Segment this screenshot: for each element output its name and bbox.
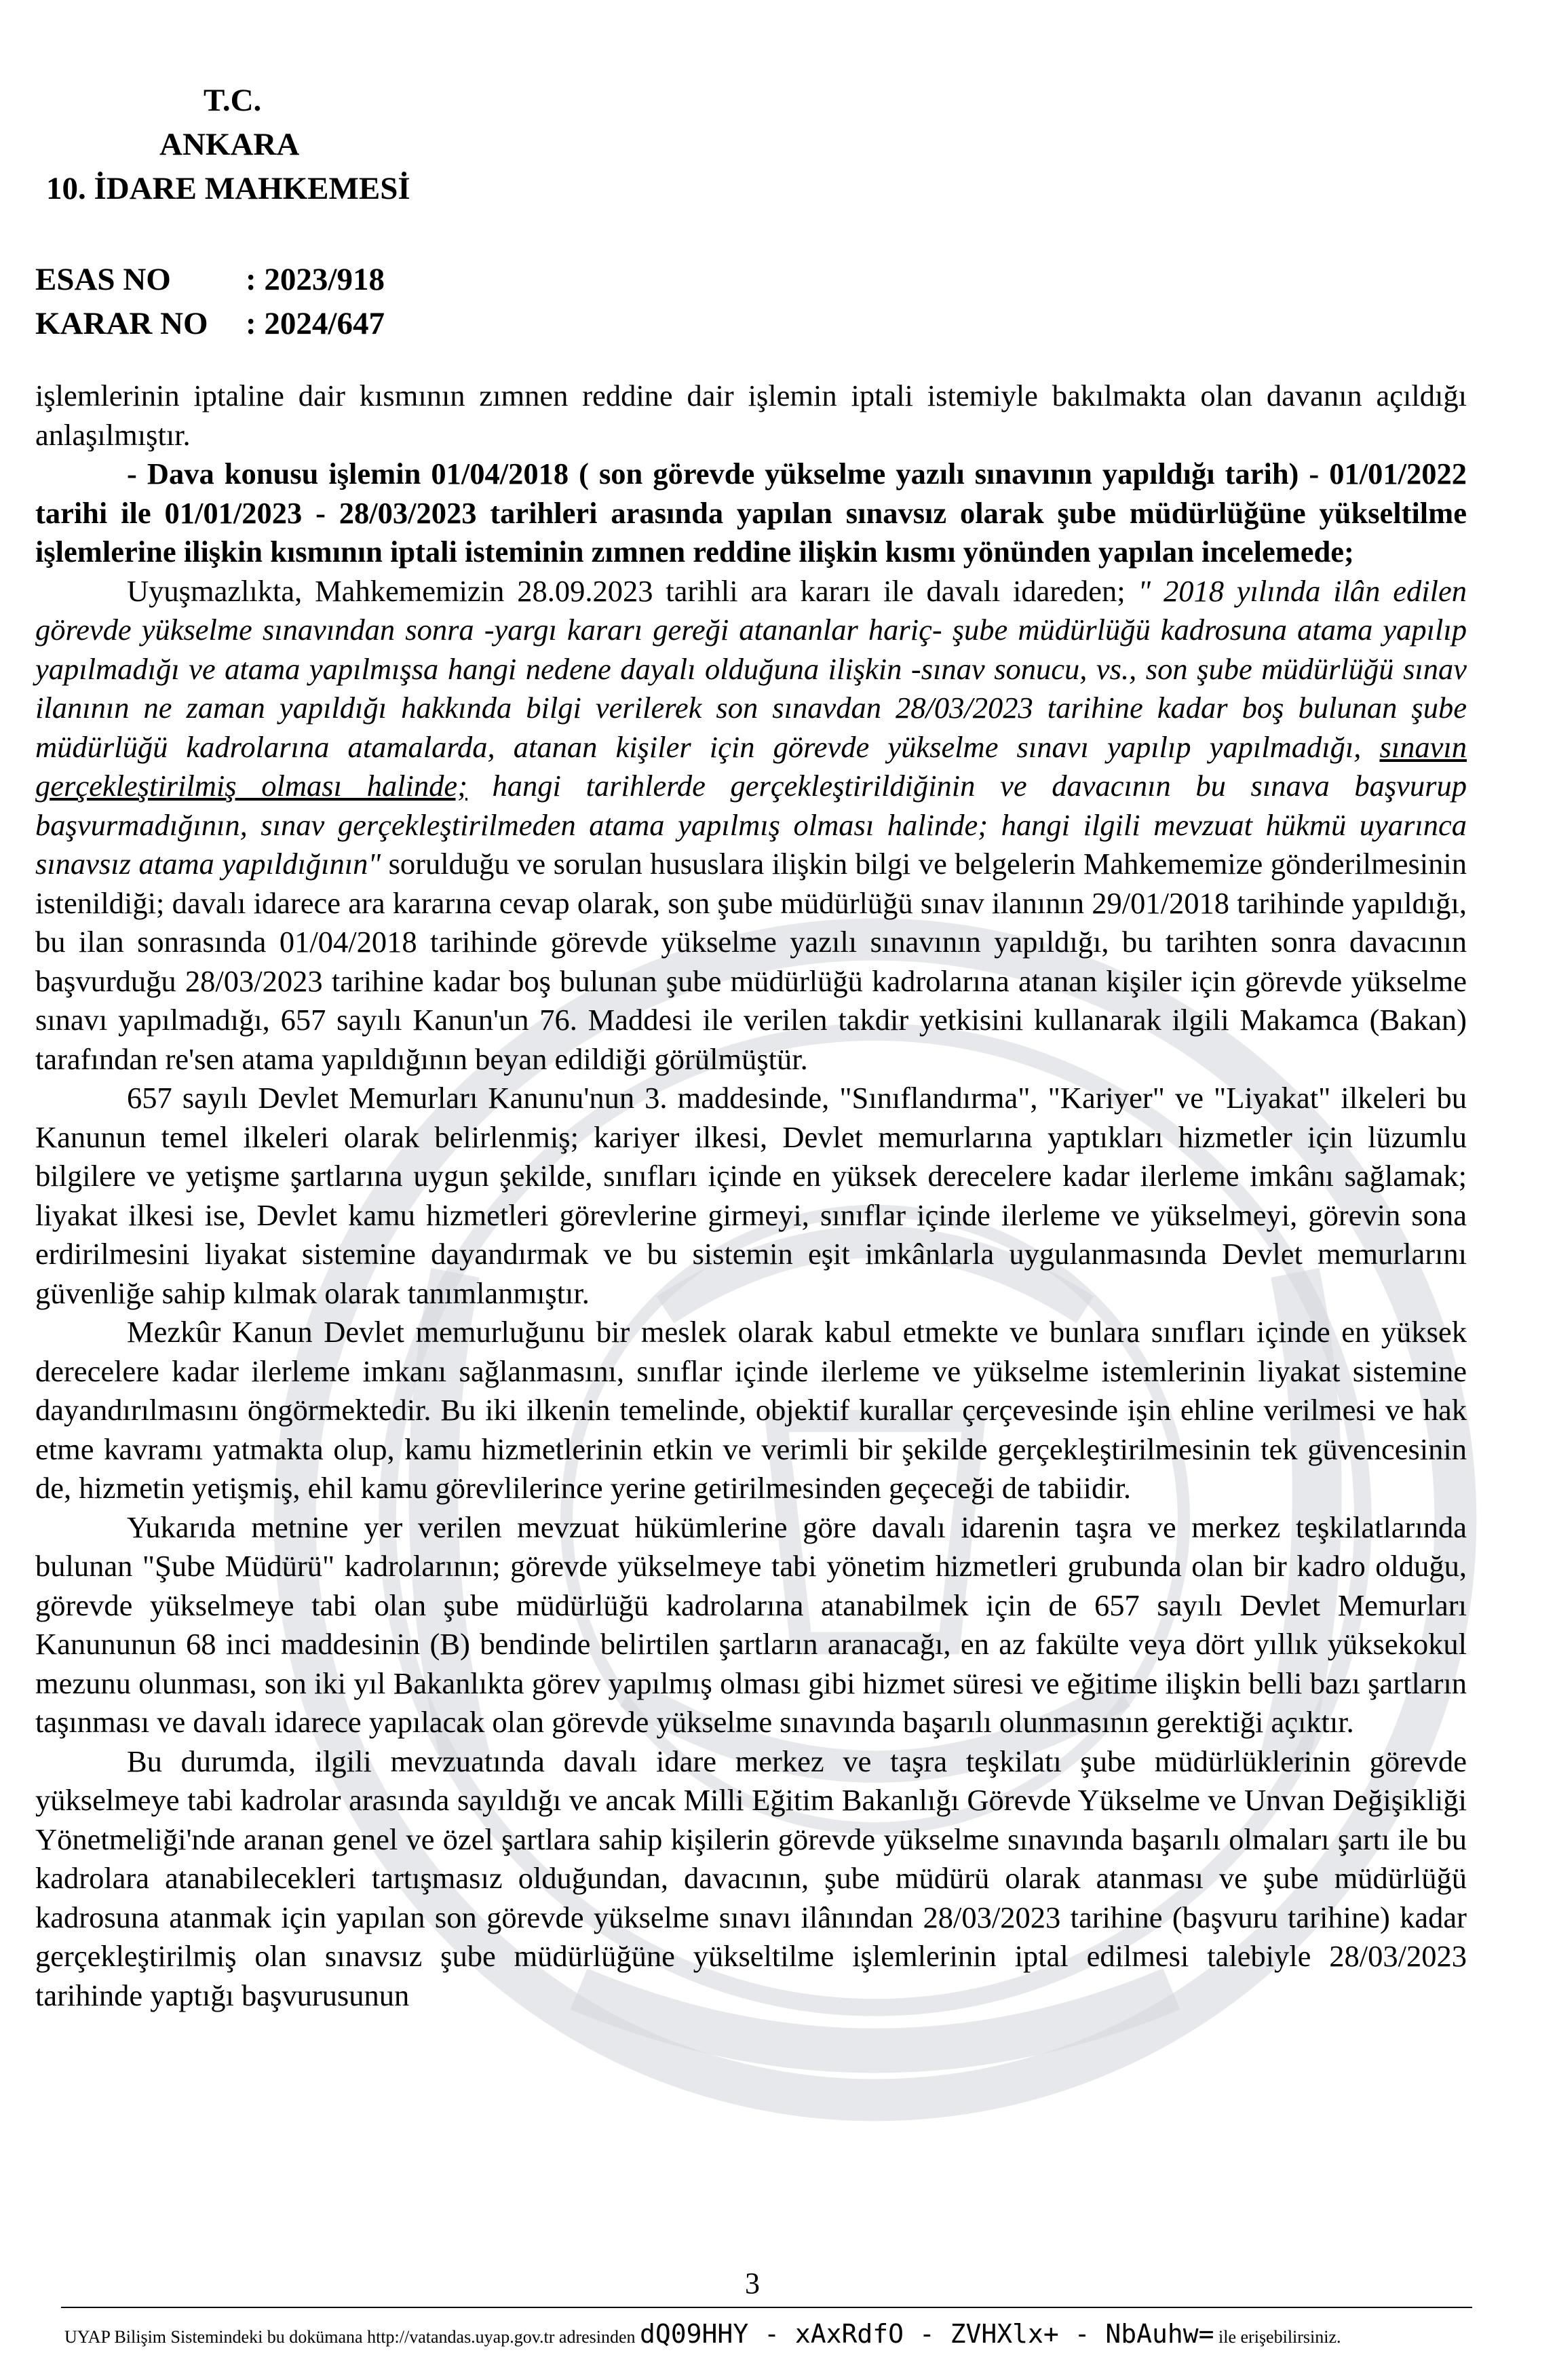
paragraph-2: - Dava konusu işlemin 01/04/2018 ( son görevde yükselme yazılı sınavının yapıldığı tarih) - 01/01/2022 tarihi ile 01/01/2023 - 28/03/2023 tarihleri arasında yapılan sınavsız olarak şube müdürlüğüne yükseltilme işlemlerine ilişkin kısmının iptali isteminin zımnen reddine ilişkin kısmı yönünden yapılan incelemede;	[35, 457, 1467, 569]
paragraph-3-intro: Uyuşmazlıkta, Mahkememizin 28.09.2023 tarihli ara kararı ile davalı idareden;	[127, 573, 1138, 608]
karar-no-row	[35, 305, 385, 342]
footer-prefix: UYAP Bilişim Sistemindeki bu dokümana http://vatandas.uyap.gov.tr adresinden	[64, 2327, 640, 2347]
karar-no-value: : 2024/647	[246, 306, 385, 341]
esas-no-row	[35, 261, 385, 298]
esas-no-label: ESAS NO	[35, 262, 171, 297]
esas-no-value: : 2023/918	[246, 262, 385, 297]
paragraph-3-quote: " 2018 yılında ilân edilen görevde yükselme sınavından sonra -yargı kararı gereği atananlar hariç- şube müdürlüğü kadrosuna atama yapılıp yapılmadığı ve atama yapılmışsa hangi nedene dayalı olduğuna ilişkin -sınav sonucu, vs., son şube müdürlüğü sınav ilanının ne zaman yapıldığı hakkında bilgi verilerek son sınavdan 28/03/2023 tarihine kadar boş bulunan şube müdürlüğü kadrolarına atamalarda, atanan kişiler için görevde yükselme sınavı yapılıp yapılmadığı,	[35, 573, 1467, 764]
header-court: 10. İDARE MAHKEMESİ	[46, 171, 410, 206]
paragraph-3-quote-cont: hangi tarihlerde gerçekleştirildiğinin ve davacının bu sınava başvurup başvurmadığının, sınav gerçekleştirilmeden atama yapılmış olması halinde; hangi ilgili mevzuat hükmü uyarınca sınavsız atama yapıldığının"	[35, 769, 1467, 881]
paragraph-7: Bu durumda, ilgili mevzuatında davalı idare merkez ve taşra teşkilatı şube müdürlüklerinin görevde yükselmeye tabi kadrolar arasında sayıldığı ve ancak Milli Eğitim Bakanlığı Görevde Yükselme ve Unvan Değişikliği Yönetmeliği'nde aranan genel ve özel şartlara sahip kişilerin görevde yükselme sınavında başarılı olmaları şartı ile bu kadrolara atanabilecekleri tartışmasız olduğundan, davacının, şube müdürü olarak atanması ve şube müdürlüğü kadrosuna atanmak için yapılan son görevde yükselme sınavı ilânından 28/03/2023 tarihine (başvuru tarihine) kadar gerçekleştirilmiş olan sınavsız şube müdürlüğüne yükseltilme işlemlerinin iptal edilmesi talebiyle 28/03/2023 tarihinde yaptığı başvurusunun	[35, 1744, 1467, 2012]
karar-no-label: KARAR NO	[35, 306, 208, 341]
paragraph-3	[35, 572, 1467, 1079]
footer-verification	[64, 2319, 1489, 2349]
document-body	[35, 377, 1467, 2015]
paragraph-1: işlemlerinin iptaline dair kısmının zımnen reddine dair işlemin iptali istemiyle bakılmakta olan davanın açıldığı anlaşılmıştır.	[35, 379, 1467, 452]
paragraph-6: Yukarıda metnine yer verilen mevzuat hükümlerine göre davalı idarenin taşra ve merkez teşkilatlarında bulunan "Şube Müdürü" kadrolarının; görevde yükselmeye tabi yönetim hizmetleri grubunda olan bir kadro olduğu, görevde yükselmeye tabi olan şube müdürlüğü kadrolarına atanabilmek için de 657 sayılı Devlet Memurları Kanununun 68 inci maddesinin (B) bendinde belirtilen şartların aranacağı, en az fakülte veya dört yıllık yüksekokul mezunu olunması, son iki yıl Bakanlıkta görev yapılmış olması gibi hizmet süresi ve eğitime ilişkin belli bazı şartların taşınması ve davalı idarece yapılacak olan görevde yükselme sınavında başarılı olunmasının gerektiği açıktır.	[35, 1510, 1467, 1739]
paragraph-4: 657 sayılı Devlet Memurları Kanunu'nun 3. maddesinde, "Sınıflandırma", "Kariyer" ve "Liyakat" ilkeleri bu Kanunun temel ilkeleri olarak belirlenmiş; kariyer ilkesi, Devlet memurlarına yaptıkları hizmetler için lüzumlu bilgilere ve yetişme şartlarına uygun şekilde, sınıfları içinde en yüksek derecelere kadar ilerleme imkânı sağlamak; liyakat ilkesi ise, Devlet kamu hizmetleri görevlerine girmeyi, sınıflar içinde ilerleme ve yükselmeyi, görevin sona erdirilmesini liyakat sistemine dayandırmak ve bu sistemin eşit imkânlarla uygulanmasında Devlet memurlarını güvenliğe sahip kılmak olarak tanımlanmıştır.	[35, 1081, 1467, 1310]
footer-suffix: ile erişebilirsiniz.	[1214, 2327, 1341, 2347]
header-tc: T.C.	[204, 83, 262, 118]
paragraph-3-rest: sorulduğu ve sorulan hususlara ilişkin bilgi ve belgelerin Mahkememize gönderilmesinin istenildiği; davalı idarece ara kararına cevap olarak, son şube müdürlüğü sınav ilanının 29/01/2018 tarihinde yapıldığı, bu ilan sonrasında 01/04/2018 tarihinde görevde yükselme yazılı sınavının yapıldığı, bu tarihten sonra davacının başvurduğu 28/03/2023 tarihine kadar boş bulunan şube müdürlüğü kadrolarına atanan kişiler için görevde yükselme sınavı yapılmadığı, 657 sayılı Kanun'un 76. Maddesi ile verilen takdir yetkisini kullanarak ilgili Makamca (Bakan) tarafından re'sen atama yapıldığının beyan edildiği görülmüştür.	[35, 847, 1467, 1076]
paragraph-5: Mezkûr Kanun Devlet memurluğunu bir meslek olarak kabul etmekte ve bunlara sınıfları içinde en yüksek derecelere kadar ilerleme imkanı sağlanmasını, sınıflar içinde ilerleme ve yükselme istemlerinin liyakat sistemine dayandırılmasını öngörmektedir. Bu iki ilkenin temelinde, objektif kurallar çerçevesinde işin ehline verilmesi ve hak etme kavramı yatmakta olup, kamu hizmetlerinin etkin ve verimli bir şekilde gerçekleştirilmesinin tek güvencesinin de, hizmetin yetişmiş, ehil kamu görevlilerince yerine getirilmesinden geçeceği de tabiidir.	[35, 1315, 1467, 1505]
footer-code: dQ09HHY - xAxRdfO - ZVHXlx+ - NbAuhw=	[640, 2319, 1214, 2349]
footer-divider	[61, 2307, 1472, 2308]
paragraph-3-underlined: sınavın gerçekleştirilmiş olması halinde;	[35, 729, 1467, 803]
page-number: 3	[745, 2267, 760, 2300]
header-city: ANKARA	[159, 127, 300, 162]
